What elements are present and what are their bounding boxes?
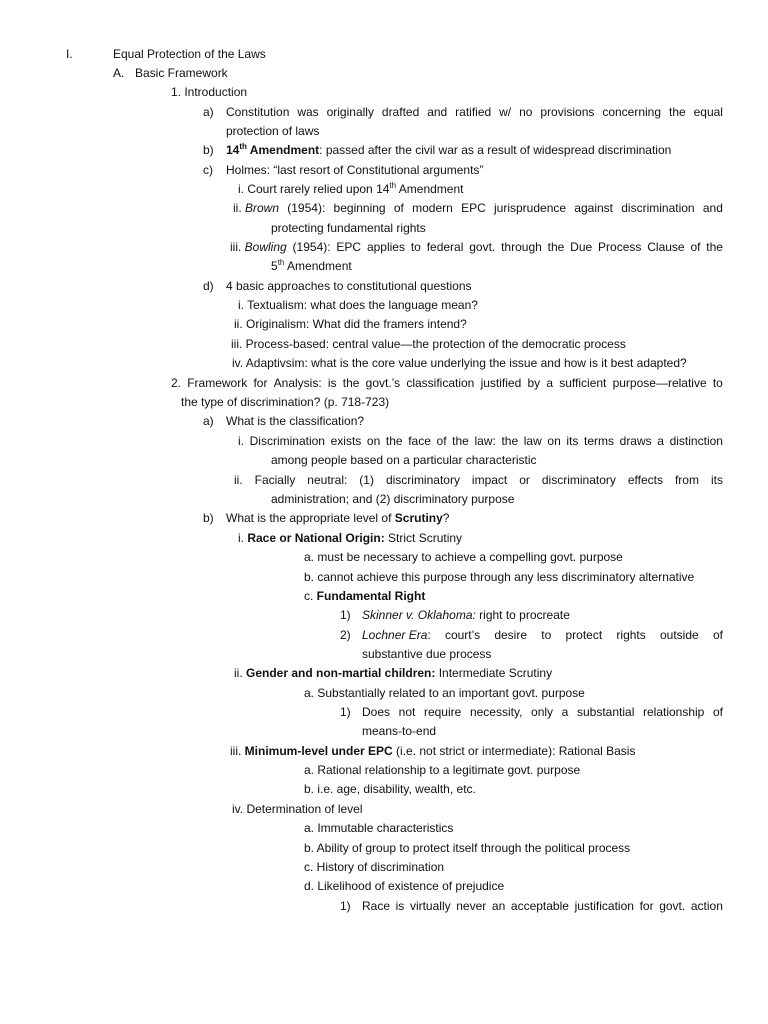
word: (1) (359, 473, 374, 487)
outline-prefix: What is the appropriate level of (226, 511, 395, 525)
outline-text: Amendment (284, 259, 352, 273)
word: discrimination (621, 201, 695, 215)
outline-item (304, 781, 476, 797)
outline-prefix: iii. (230, 744, 245, 758)
outline-text: among people based on a particular characteristic (271, 453, 537, 467)
word: discriminatory (385, 473, 460, 487)
outline-text: b. Ability of group to protect itself through the political process (304, 841, 631, 855)
outline-text: 4 basic approaches to constitutional questions (226, 279, 472, 293)
word: Race (362, 899, 391, 913)
outline-text: Amendment (396, 182, 464, 196)
word: on (547, 434, 561, 448)
outline-text: 1. Introduction (171, 85, 248, 99)
word: of (393, 201, 404, 215)
outline-line (362, 607, 570, 623)
outline-text (362, 898, 723, 914)
bold-term: 14 (226, 143, 240, 157)
outline-item (238, 181, 463, 197)
word: w/ (499, 105, 512, 119)
outline-item (304, 840, 630, 856)
word: for (639, 899, 654, 913)
word: no (519, 105, 533, 119)
outline-item (232, 801, 363, 817)
word: desire (494, 628, 528, 642)
word: an (491, 899, 506, 913)
superscript: th (239, 142, 247, 151)
outline-text: Holmes: “last resort of Constitutional arguments” (226, 163, 484, 177)
outline-label: a) (203, 414, 214, 428)
case-name (362, 627, 431, 643)
outline-item (230, 239, 723, 255)
outline-prefix: iii. (230, 240, 245, 254)
word: terms (584, 434, 615, 448)
word: Due (570, 240, 593, 254)
word: of (436, 434, 447, 448)
word: (1954): (287, 201, 326, 215)
word: Process (598, 240, 642, 254)
outline-prefix: 5 (271, 259, 278, 273)
bold-term: Race or National Origin: (247, 531, 385, 545)
outline-item (304, 685, 585, 701)
word: govt.’s (365, 376, 401, 390)
word: the (547, 240, 565, 254)
outline-text: : (427, 628, 431, 642)
outline-text: ? (442, 511, 450, 525)
outline-continuation (181, 394, 389, 410)
word: the (385, 434, 403, 448)
outline-text: substantive due process (362, 647, 492, 661)
word: on (366, 434, 381, 448)
outline-text: What is the classification? (226, 414, 365, 428)
outline-text: Intermediate Scrutiny (435, 666, 553, 680)
word: require (423, 705, 462, 719)
outline-item (238, 297, 478, 313)
outline-item (231, 336, 626, 352)
word: of (690, 240, 701, 254)
word: acceptable (510, 899, 569, 913)
outline-text: Strict Scrutiny (384, 531, 463, 545)
word: Constitution (226, 105, 290, 119)
word: effects (627, 473, 663, 487)
word: applies (366, 240, 405, 254)
outline-item (234, 316, 467, 332)
outline-text: iv. Determination of level (232, 802, 363, 816)
outline-text: iii. Process-based: central value—the protection of the democratic process (231, 337, 626, 351)
outline-item (304, 762, 580, 778)
outline-text (362, 704, 723, 720)
word: draws (619, 434, 652, 448)
outline-text: means-to-end (362, 724, 437, 738)
word: the (706, 240, 723, 254)
word: modern (412, 201, 453, 215)
outline-continuation (226, 123, 319, 139)
word: of (712, 705, 723, 719)
word: 2. (171, 376, 182, 390)
word: the (668, 105, 686, 119)
word: and (427, 105, 448, 119)
word: only (531, 705, 554, 719)
superscript: th (389, 181, 397, 190)
word: to (541, 628, 552, 642)
outline-text: ii. Originalism: What did the framers intend? (234, 317, 467, 331)
outline-prefix: c. (304, 589, 317, 603)
word: ii. (234, 473, 243, 487)
word: beginning (333, 201, 386, 215)
word: govt. (659, 899, 686, 913)
outline-continuation (271, 452, 537, 468)
word: to (712, 376, 723, 390)
outline-label: 1) (340, 608, 351, 622)
outline-prefix: i. Court rarely relied upon 14 (238, 182, 390, 196)
outline-label: 2) (340, 628, 351, 642)
word: ratified (455, 105, 492, 119)
outline-continuation (362, 646, 491, 662)
outline-item (234, 472, 723, 488)
bold-term: Scrutiny (394, 511, 443, 525)
word: drafted (381, 105, 420, 119)
word: necessity, (469, 705, 523, 719)
outline-text: the type of discrimination? (p. 718-723) (181, 395, 390, 409)
outline-text (226, 104, 723, 120)
outline-prefix: ii. (233, 201, 245, 215)
outline-text: d. Likelihood of existence of prejudice (304, 879, 505, 893)
outline-label: c) (203, 163, 213, 177)
word: Framework (187, 376, 248, 390)
word: was (297, 105, 319, 119)
word: relationship (642, 705, 705, 719)
case-italic: Lochner Era (362, 628, 428, 642)
case-name: Skinner v. Oklahoma: (362, 608, 476, 622)
word: a (657, 434, 664, 448)
outline-text (362, 627, 723, 643)
word: to (410, 240, 421, 254)
word: Analysis: (273, 376, 322, 390)
outline-continuation (271, 258, 352, 274)
word: of (712, 628, 723, 642)
word: never (456, 899, 487, 913)
bold-term: Minimum-level under EPC (244, 744, 393, 758)
outline-text: a. Immutable characteristics (304, 821, 454, 835)
outline-label: 1) (340, 705, 351, 719)
word: justification (574, 899, 634, 913)
outline-text: Basic Framework (135, 66, 228, 80)
word: a (546, 376, 554, 390)
word: purpose—relative (612, 376, 707, 390)
outline-text: c. History of discrimination (304, 860, 445, 874)
outline-label: b) (203, 511, 214, 525)
outline-item (234, 665, 552, 681)
word: (1954): (292, 240, 331, 254)
word: equal (693, 105, 723, 119)
superscript: th (277, 258, 285, 267)
word: and (702, 201, 723, 215)
outline-text: protection of laws (226, 124, 320, 138)
word: distinction (669, 434, 723, 448)
outline-text: right to procreate (475, 608, 570, 622)
word: sufficient (559, 376, 607, 390)
outline-line (226, 142, 671, 158)
word: exists (330, 434, 362, 448)
outline-continuation (271, 220, 426, 236)
word: EPC (461, 201, 486, 215)
word: the (452, 434, 469, 448)
outline-label: A. (113, 66, 125, 80)
word: is (327, 376, 337, 390)
outline-item (171, 84, 247, 100)
word: or (519, 473, 530, 487)
outline-line (226, 510, 449, 526)
word: face (408, 434, 431, 448)
word: the (501, 434, 519, 448)
outline-text: iv. Adaptivsim: what is the core value underlying the issue and how is it best adapted? (232, 356, 687, 370)
word: concerning (602, 105, 662, 119)
outline-text: protecting fundamental rights (271, 221, 426, 235)
word: the (342, 376, 360, 390)
word: through (501, 240, 542, 254)
outline-text: Equal Protection of the Laws (113, 47, 266, 61)
word: impact (471, 473, 508, 487)
outline-item (304, 859, 444, 875)
outline-item (230, 743, 635, 759)
word: Does (362, 705, 391, 719)
outline-item (238, 530, 462, 546)
outline-continuation (271, 491, 514, 507)
word: law (523, 434, 542, 448)
word: its (710, 473, 723, 487)
outline-item (171, 375, 723, 391)
word: its (566, 434, 579, 448)
word: justified (480, 376, 522, 390)
word: for (253, 376, 268, 390)
word: EPC (336, 240, 362, 254)
outline-item (304, 549, 623, 565)
word: substantial (576, 705, 635, 719)
outline-item (238, 433, 723, 449)
outline-text: a. Substantially related to an important govt. purpose (304, 686, 585, 700)
bold-term: Amendment (246, 143, 320, 157)
word: protect (565, 628, 603, 642)
outline-label: a) (203, 105, 214, 119)
outline-text: a. Rational relationship to a legitimate govt. purpose (304, 763, 581, 777)
word: classification (406, 376, 475, 390)
word: discriminatory (541, 473, 616, 487)
word: provisions (540, 105, 595, 119)
word: court’s (444, 628, 481, 642)
outline-label: 1) (340, 899, 351, 913)
word: law: (474, 434, 496, 448)
outline-item (304, 569, 694, 585)
word: federal (426, 240, 464, 254)
outline-text: i. Textualism: what does the language mean? (238, 298, 478, 312)
word: by (527, 376, 541, 390)
word: Discrimination (249, 434, 325, 448)
outline-item (304, 588, 425, 604)
outline-label: d) (203, 279, 214, 293)
outline-item (232, 355, 687, 371)
word: Facially (254, 473, 296, 487)
word: against (574, 201, 613, 215)
bold-term: Gender and non-martial children: (246, 666, 436, 680)
word: originally (326, 105, 374, 119)
case-italic: Bowling (244, 240, 287, 254)
outline-item (304, 820, 453, 836)
word: i. (238, 434, 244, 448)
word: rights (616, 628, 646, 642)
outline-text: (i.e. not strict or intermediate): Rational Basis (392, 744, 636, 758)
outline-item (233, 200, 723, 216)
outline-text: b. cannot achieve this purpose through any less discriminatory alternative (304, 570, 695, 584)
outline-text: b. i.e. age, disability, wealth, etc. (304, 782, 476, 796)
outline-prefix: i. (238, 531, 248, 545)
case-name (230, 239, 287, 255)
word: jurisprudence (494, 201, 567, 215)
word: not (398, 705, 416, 719)
outline-text: a. must be necessary to achieve a compelling govt. purpose (304, 550, 623, 564)
outline-prefix: ii. (234, 666, 246, 680)
word: outside (660, 628, 699, 642)
outline-label: b) (203, 143, 214, 157)
case-name (233, 200, 279, 216)
case-italic: Brown (245, 201, 280, 215)
word: a (561, 705, 569, 719)
bold-term: Fundamental Right (316, 589, 426, 603)
word: is (395, 899, 405, 913)
word: virtually (409, 899, 451, 913)
outline-text: : passed after the civil war as a result of widespread discrimination (319, 143, 672, 157)
word: neutral: (307, 473, 348, 487)
outline-text: administration; and (2) discriminatory purpose (271, 492, 515, 506)
outline-label: I. (66, 47, 73, 61)
word: govt. (469, 240, 496, 254)
outline-continuation (362, 723, 436, 739)
outline-item (304, 878, 504, 894)
word: Clause (647, 240, 685, 254)
word: action (690, 899, 723, 913)
word: from (674, 473, 699, 487)
